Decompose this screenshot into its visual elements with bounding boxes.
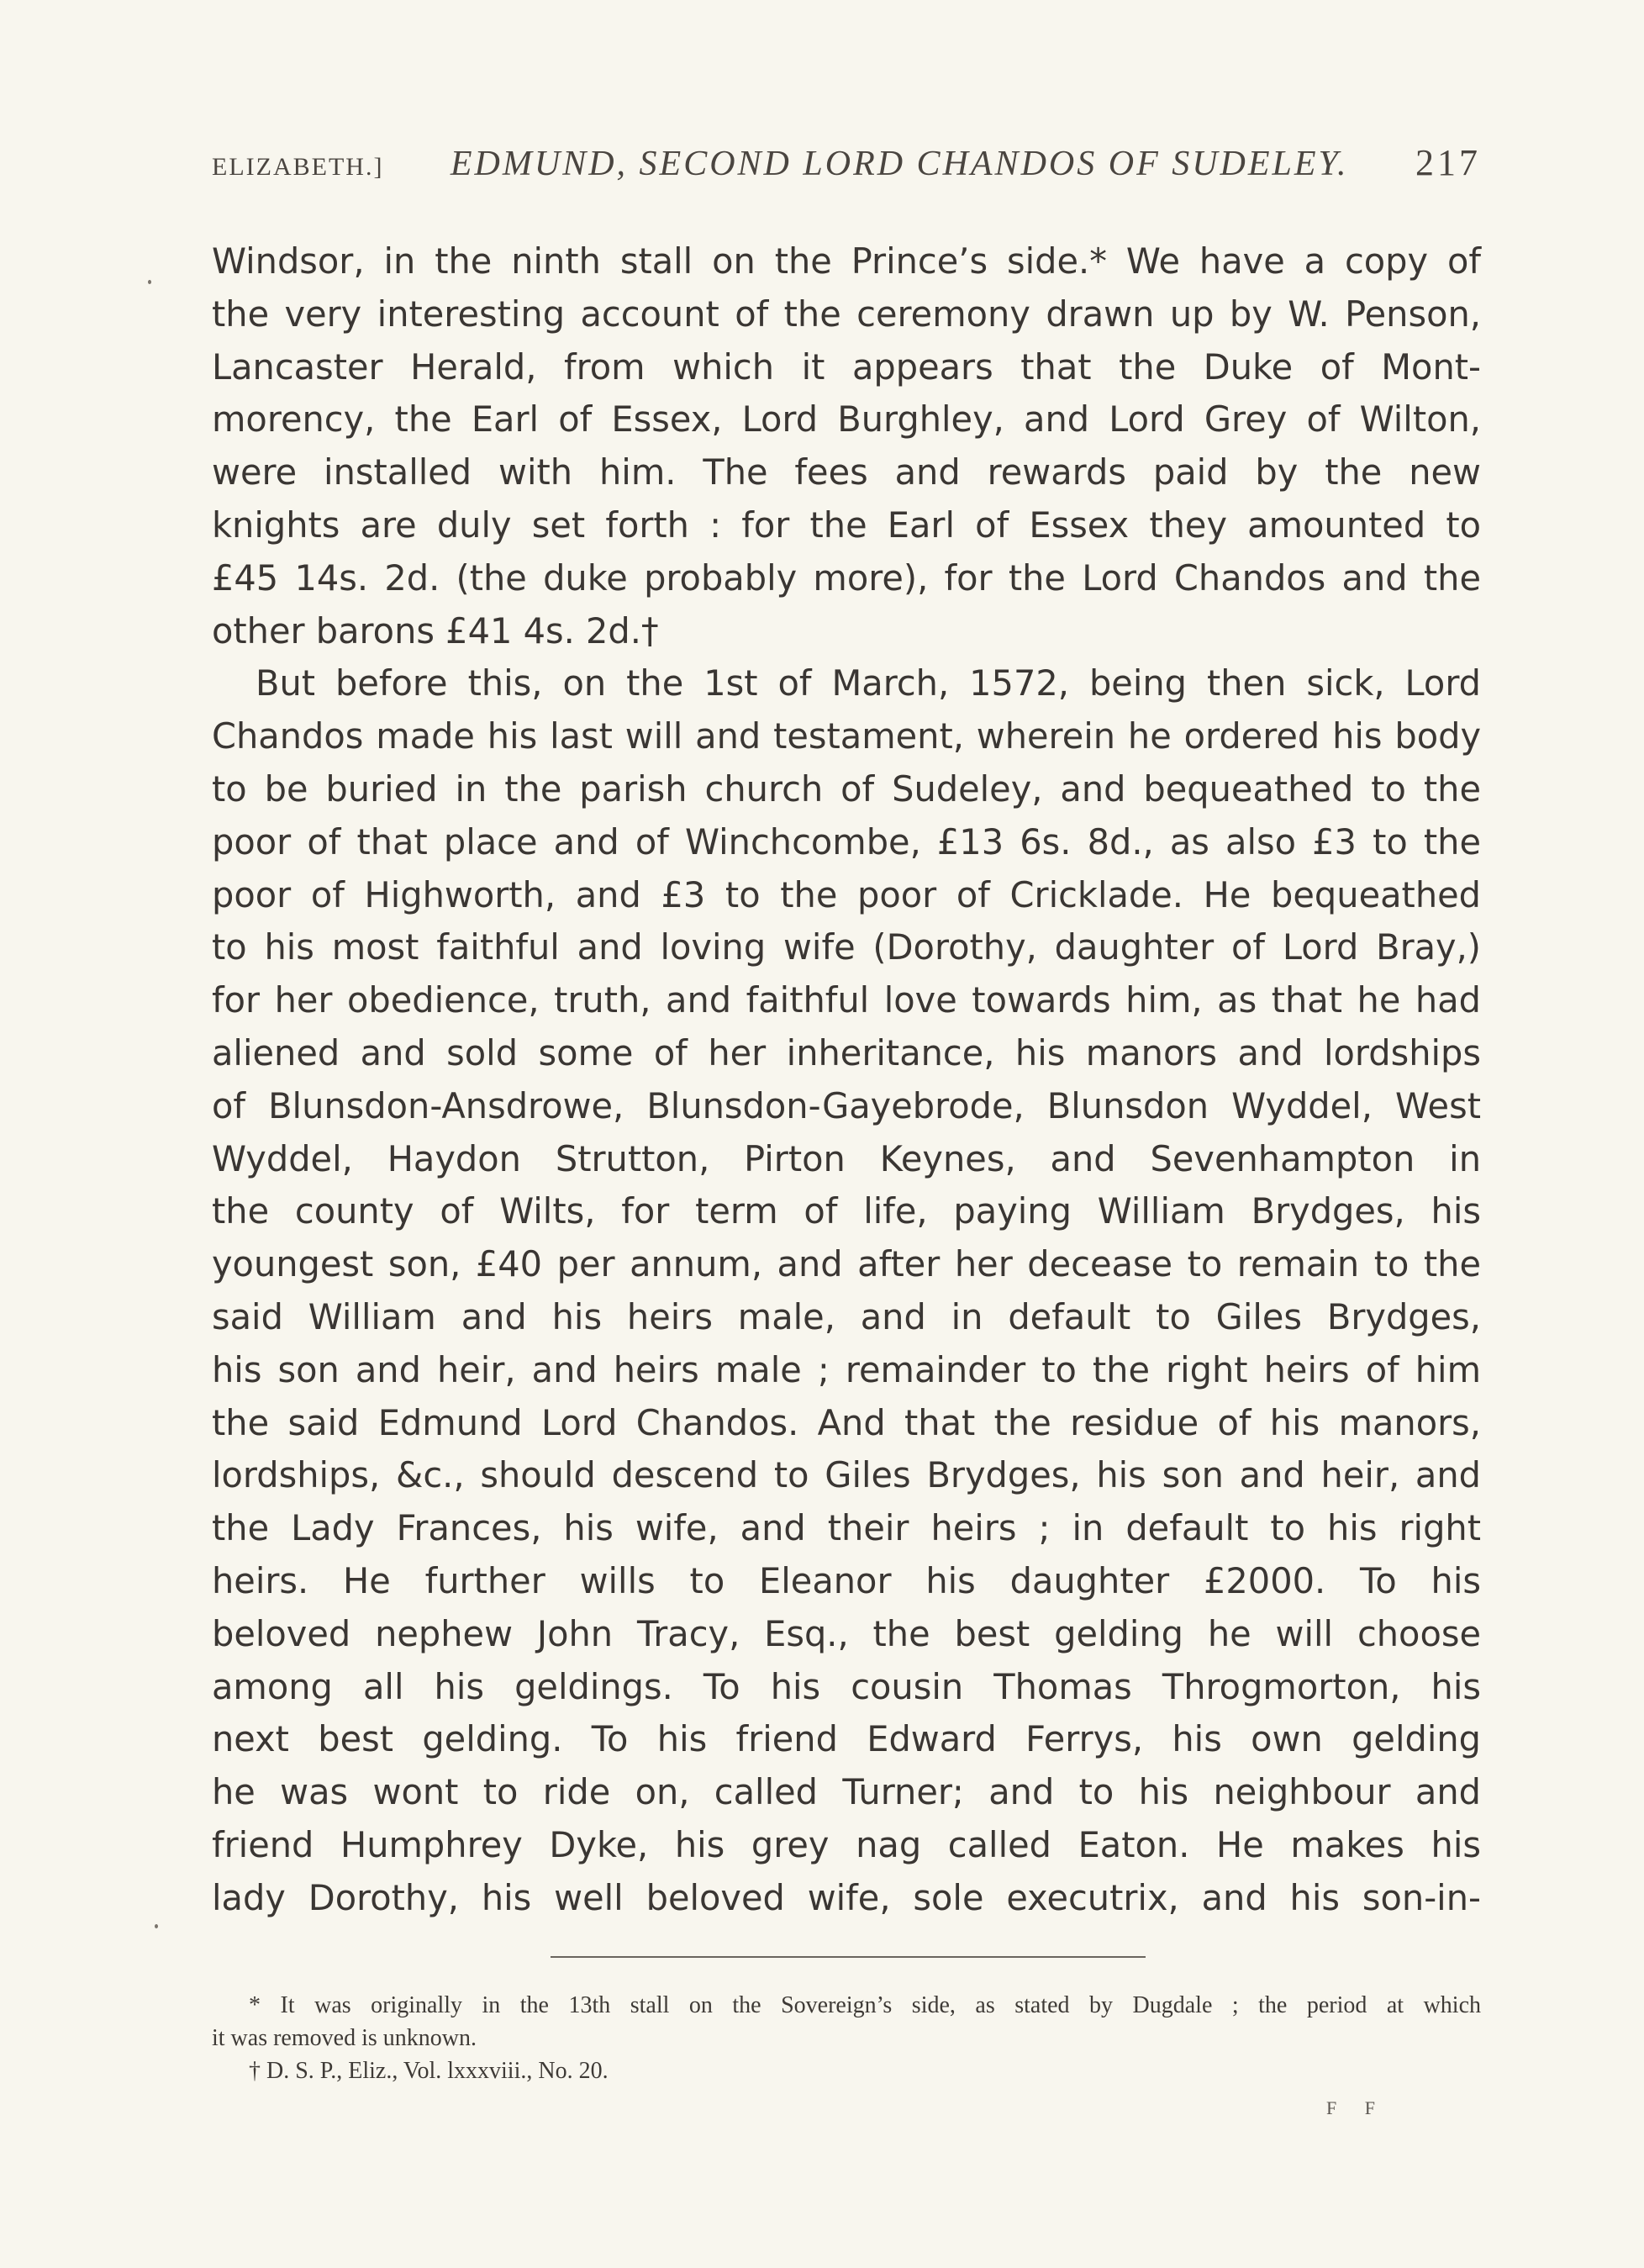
body-line: lady Dorothy, his well beloved wife, sole executrix, and his son-in-: [212, 1876, 1481, 1918]
body-line: Wyddel, Haydon Strutton, Pirton Keynes, and Sevenhampton in: [212, 1137, 1481, 1179]
header-section: ELIZABETH.]: [212, 153, 384, 181]
body-line: £45 14s. 2d. (the duke probably more), for the Lord Chandos and the: [212, 556, 1481, 599]
body-line: poor of Highworth, and £3 to the poor of Cricklade. He bequeathed: [212, 873, 1481, 915]
body-line: said William and his heirs male, and in default to Giles Brydges,: [212, 1295, 1481, 1337]
body-line: Windsor, in the ninth stall on the Prince’s side.* We have a copy of: [212, 240, 1481, 282]
body-line: next best gelding. To his friend Edward Ferrys, his own gelding: [212, 1718, 1481, 1760]
body-line: other barons £41 4s. 2d.†: [212, 609, 659, 651]
footnote-2: † D. S. P., Eliz., Vol. lxxxviii., No. 20.: [249, 2058, 609, 2084]
footnotes: [212, 1989, 1481, 2087]
body-line: the Lady Frances, his wife, and their heirs ; in default to his right: [212, 1507, 1481, 1549]
footnote-1-continued: it was removed is unknown.: [212, 2025, 477, 2051]
header-title: EDMUND, SECOND LORD CHANDOS OF SUDELEY.: [450, 145, 1349, 183]
print-speck: [148, 280, 151, 284]
body-line: youngest son, £40 per annum, and after her decease to remain to the: [212, 1243, 1481, 1285]
body-line: he was wont to ride on, called Turner; and to his neighbour and: [212, 1771, 1481, 1813]
body-line: for her obedience, truth, and faithful love towards him, as that he had: [212, 979, 1481, 1021]
print-speck: [155, 1924, 158, 1928]
body-line: heirs. He further wills to Eleanor his daughter £2000. To his: [212, 1559, 1481, 1601]
page-number: 217: [1415, 142, 1481, 183]
body-line: friend Humphrey Dyke, his grey nag called Eaton. He makes his: [212, 1823, 1481, 1865]
body-text: [212, 235, 1481, 1925]
body-line: the county of Wilts, for term of life, paying William Brydges, his: [212, 1190, 1481, 1232]
body-line: knights are duly set forth : for the Earl of Essex they amounted to: [212, 504, 1481, 546]
signature-mark: F F: [1326, 2097, 1387, 2118]
body-line: Lancaster Herald, from which it appears that the Duke of Mont-: [212, 345, 1481, 388]
body-line: poor of that place and of Winchcombe, £13 6s. 8d., as also £3 to the: [212, 820, 1481, 862]
running-header: [212, 141, 1481, 192]
body-line: But before this, on the 1st of March, 1572, being then sick, Lord: [256, 662, 1481, 704]
body-line: to his most faithful and loving wife (Dorothy, daughter of Lord Bray,): [212, 926, 1481, 968]
body-line: the said Edmund Lord Chandos. And that the residue of his manors,: [212, 1401, 1481, 1443]
body-line: were installed with him. The fees and rewards paid by the new: [212, 451, 1481, 493]
body-line: among all his geldings. To his cousin Thomas Throgmorton, his: [212, 1665, 1481, 1707]
body-line: Chandos made his last will and testament, wherein he ordered his body: [212, 715, 1481, 757]
body-line: his son and heir, and heirs male ; remainder to the right heirs of him: [212, 1348, 1481, 1390]
body-line: aliened and sold some of her inheritance, his manors and lordships: [212, 1031, 1481, 1073]
body-line: lordships, &c., should descend to Giles Brydges, his son and heir, and: [212, 1454, 1481, 1496]
footnote-1: * It was originally in the 13th stall on the Sovereign’s side, as stated by Dugdale ; the period at which: [249, 1992, 1481, 2018]
footnote-divider: [551, 1956, 1146, 1958]
body-line: beloved nephew John Tracy, Esq., the best gelding he will choose: [212, 1612, 1481, 1654]
body-line: the very interesting account of the ceremony drawn up by W. Penson,: [212, 293, 1481, 335]
body-line: morency, the Earl of Essex, Lord Burghley, and Lord Grey of Wilton,: [212, 398, 1481, 440]
body-line: of Blunsdon-Ansdrowe, Blunsdon-Gayebrode, Blunsdon Wyddel, West: [212, 1084, 1481, 1126]
body-line: to be buried in the parish church of Sudeley, and bequeathed to the: [212, 767, 1481, 810]
